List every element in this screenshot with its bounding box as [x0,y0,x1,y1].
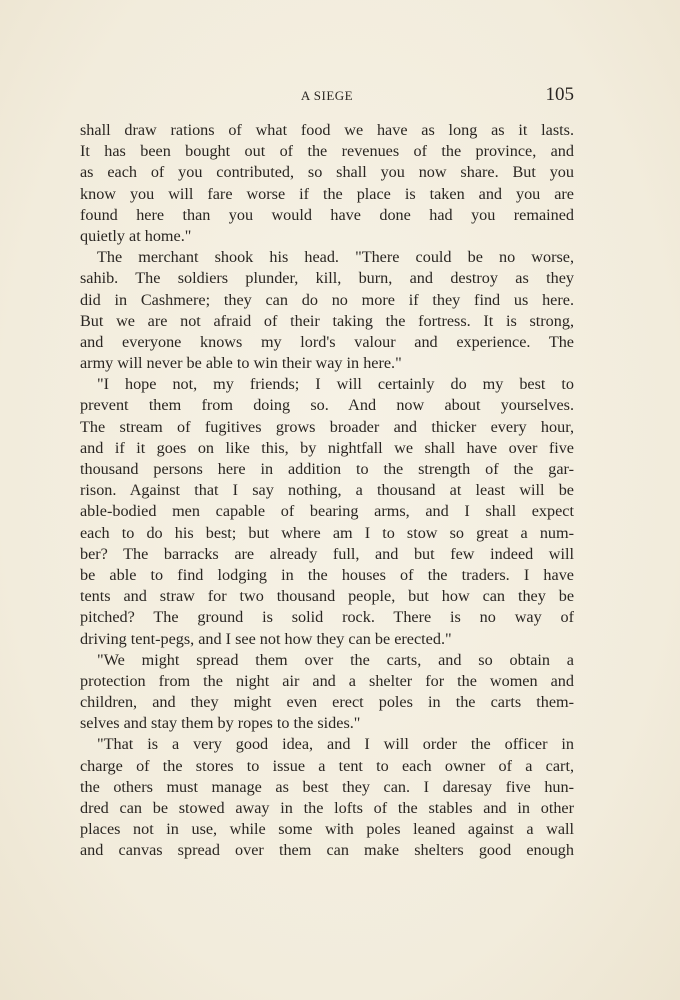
running-title: A SIEGE [300,88,354,103]
text-line: children, and they might even erect poles in the carts them- [80,693,574,712]
text-line: be able to find lodging in the houses of the traders. I have [80,565,574,584]
text-line: "I hope not, my friends; I will certainly do my best to [97,375,574,394]
text-line: rison. Against that I say nothing, a thousand at least will be [80,481,574,500]
text-line: the others must manage as best they can. I daresay five hun- [80,777,574,796]
text-line: "We might spread them over the carts, and so obtain a [97,650,574,669]
text-line: and if it goes on like this, by nightfall we shall have over five [80,438,574,457]
text-line: army will never be able to win their way in here." [80,354,402,373]
text-line: The stream of fugitives grows broader and thicker every hour, [80,417,574,436]
text-line: selves and stay them by ropes to the sides." [80,714,361,733]
page-number: 105 [545,84,574,105]
text-line: pitched? The ground is solid rock. There is no way of [80,608,574,627]
text-line: found here than you would have done had you remained [80,205,574,224]
text-line: and everyone knows my lord's valour and experience. The [80,332,574,351]
text-line: But we are not afraid of their taking the fortress. It is strong, [80,311,574,330]
text-line: places not in use, while some with poles leaned against a wall [80,820,574,839]
text-line: driving tent-pegs, and I see not how they can be erected." [80,629,452,648]
text-line: dred can be stowed away in the lofts of the stables and in other [80,799,574,817]
text-line: able-bodied men capable of bearing arms, and I shall expect [80,502,574,521]
text-line: charge of the stores to issue a tent to each owner of a cart, [80,756,574,775]
text-line: each to do his best; but where am I to stow so great a num- [80,523,574,542]
text-line: ber? The barracks are already full, and but few indeed will [80,544,574,563]
text-line: as each of you contributed, so shall you now share. But you [80,163,574,182]
text-line: know you will fare worse if the place is taken and you are [80,184,574,203]
text-line: tents and straw for two thousand people, but how can they be [80,587,574,606]
text-line: "That is a very good idea, and I will order the officer in [97,735,574,754]
text-line: prevent them from doing so. And now about yourselves. [80,396,574,415]
page-header [80,84,574,108]
text-line: The merchant shook his head. "There could be no worse, [97,248,574,267]
text-line: protection from the night air and a shelter for the women and [80,671,574,690]
body-text [80,120,574,862]
text-line: shall draw rations of what food we have as long as it lasts. [80,121,574,139]
text-line: It has been bought out of the revenues of the province, and [80,142,574,161]
text-line: did in Cashmere; they can do no more if they find us here. [80,290,574,309]
text-line: thousand persons here in addition to the strength of the gar- [80,460,574,478]
text-line: and canvas spread over them can make shelters good enough [80,841,574,860]
text-line: sahib. The soldiers plunder, kill, burn, and destroy as they [80,269,574,288]
text-line: quietly at home." [80,226,192,245]
